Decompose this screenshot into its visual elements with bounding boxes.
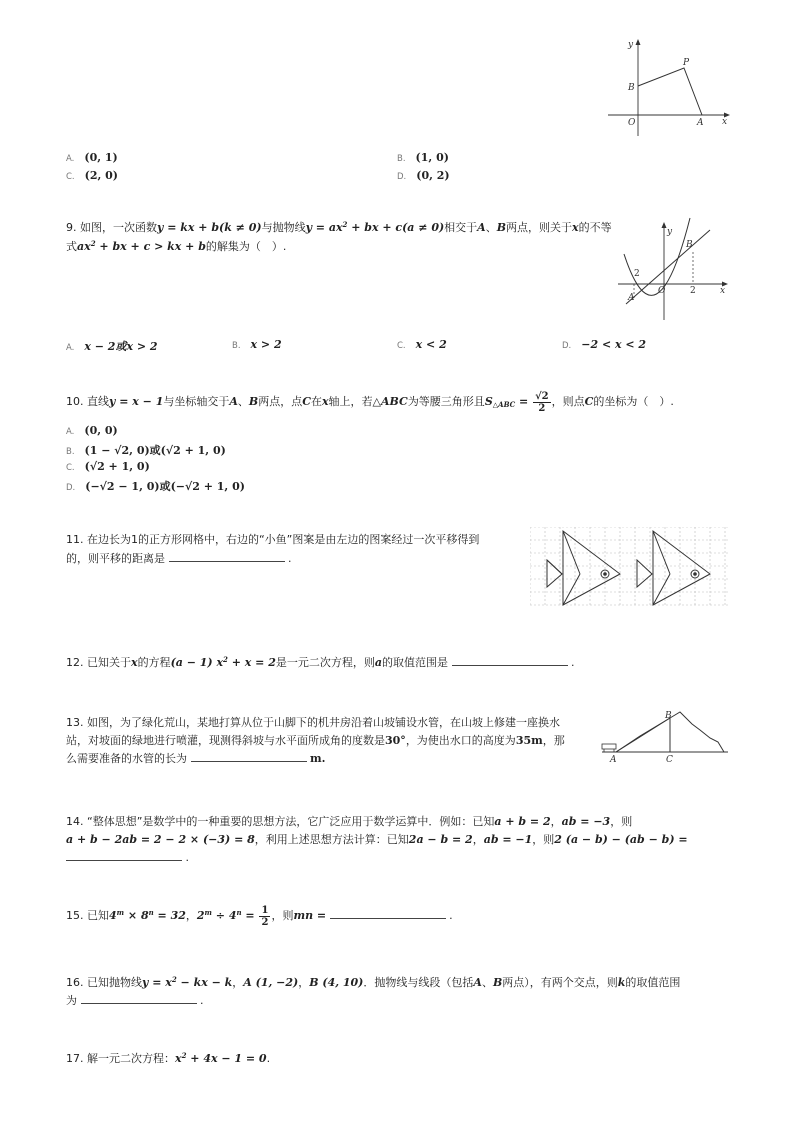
q9-line2: 式$ax^2$ + bx + c > kx + b的解集为（ ）.	[66, 239, 287, 253]
q8-figure	[598, 36, 734, 140]
q11-line1: 11. 在边长为1的正方形网格中，右边的“小鱼”图案是由左边的图案经过一次平移得到	[66, 533, 480, 546]
neg-two-label: 2	[634, 269, 640, 279]
q9-figure	[614, 212, 736, 324]
q11-fish-grid	[530, 527, 730, 607]
point-p-label: P	[683, 58, 690, 68]
q15-answer-blank[interactable]	[330, 907, 446, 919]
q12-answer-blank[interactable]	[452, 654, 568, 666]
fish-right	[637, 531, 710, 605]
q9-option-d[interactable]: D. −2 < x < 2	[562, 338, 647, 351]
q13-line1: 13. 如图，为了绿化荒山，某地打算从位于山脚下的机井房沿着山坡铺设水管，在山坡上修建一座换水	[66, 716, 560, 729]
q16-answer-blank[interactable]	[81, 992, 197, 1004]
q10-option-a[interactable]: A. (0, 0)	[66, 424, 118, 437]
pump-house	[602, 744, 616, 749]
q15-stem: 15. 已知$4^m \times 8^n = 32$，$2^m \div 4^n$ = $\frac{1}{2}$ ，则mn = .	[66, 904, 453, 928]
q8-option-b[interactable]: B. (1, 0)	[397, 151, 449, 164]
two-label: 2	[690, 286, 696, 296]
q14-line1: 14. “整体思想”是数学中的一种重要的思想方法，它广泛应用于数学运算中．例如：已知a + b = 2，ab = −3，则	[66, 815, 633, 828]
q9-option-b[interactable]: B. x > 2	[232, 338, 282, 351]
q14-answer-blank[interactable]	[66, 849, 182, 861]
q9-option-a[interactable]: A. x − 2或x > 2	[66, 340, 158, 353]
point-a-label: A	[628, 293, 635, 303]
path-b-p-a	[638, 68, 702, 115]
q9-option-c[interactable]: C. x < 2	[397, 338, 447, 351]
x-label: x	[720, 286, 726, 296]
q13-line3: 么需要准备的水管的长为 m.	[66, 752, 326, 765]
q11-line2: 的，则平移的距离是 .	[66, 552, 292, 565]
q13-figure	[600, 708, 730, 770]
origin-label: O	[658, 286, 666, 296]
q11-answer-blank[interactable]	[169, 550, 285, 562]
point-b-label: B	[665, 711, 672, 721]
line-kx-b	[626, 230, 710, 304]
point-b-label: B	[628, 83, 635, 93]
q10-option-b[interactable]: B. (1 − √2, 0)或(√2 + 1, 0)	[66, 444, 226, 457]
q9-line1: 9. 如图，一次函数y = kx + b(k ≠ 0)与抛物线$y = ax^2$ + bx + c(a ≠ 0)相交于A、B两点，则关于x的不等	[66, 220, 612, 234]
q10-option-c[interactable]: C. (√2 + 1, 0)	[66, 460, 150, 473]
point-a-label: A	[610, 755, 617, 765]
x-label: x	[722, 117, 728, 127]
q13-answer-blank[interactable]	[191, 750, 307, 762]
fish-left	[547, 531, 620, 605]
q8-option-c[interactable]: C. (2, 0)	[66, 169, 119, 182]
point-a-label: A	[697, 118, 704, 128]
q14-line3: .	[66, 849, 189, 864]
slope-ab	[616, 718, 670, 752]
q10-option-d[interactable]: D. (−√2 − 1, 0)或(−√2 + 1, 0)	[66, 480, 245, 493]
point-b-label: B	[686, 240, 693, 250]
y-label: y	[628, 40, 634, 50]
q17-stem: 17. 解一元二次方程：$x^2 + 4x - 1 = 0$.	[66, 1051, 271, 1065]
q8-option-a[interactable]: A. (0, 1)	[66, 151, 118, 164]
y-label: y	[667, 227, 673, 237]
q13-line2: 站，对坡面的绿地进行喷灌，现测得斜坡与水平面所成角的度数是30°，为使出水口的高度为35m，那	[66, 734, 565, 747]
point-c-label: C	[666, 755, 673, 765]
q16-line2: 为 .	[66, 994, 204, 1007]
q10-stem: 10. 直线y = x − 1与坐标轴交于A、B两点，点C在x轴上，若△ABC为等腰三角形且$S_{\triangle ABC}$ = $\frac{√2}{2}$ ，则点C的坐标为（ ）.	[66, 390, 674, 414]
origin-label: O	[628, 118, 636, 128]
q14-line2: a + b − 2ab = 2 − 2 × (−3) = 8，利用上述思想方法计算：已知2a − b = 2，ab = −1，则2 (a − b) − (ab − b) =	[66, 833, 688, 846]
q16-line1: 16. 已知抛物线$y = x^2$ − kx − k，A (1, −2)，B (4, 10)．抛物线与线段（包括A、B两点），有两个交点，则k的取值范围	[66, 975, 681, 989]
q12-stem: 12. 已知关于x的方程(a − 1) $x^2 + x = 2$是一元二次方程，则a的取值范围是 .	[66, 655, 575, 669]
q8-option-d[interactable]: D. (0, 2)	[397, 169, 450, 182]
